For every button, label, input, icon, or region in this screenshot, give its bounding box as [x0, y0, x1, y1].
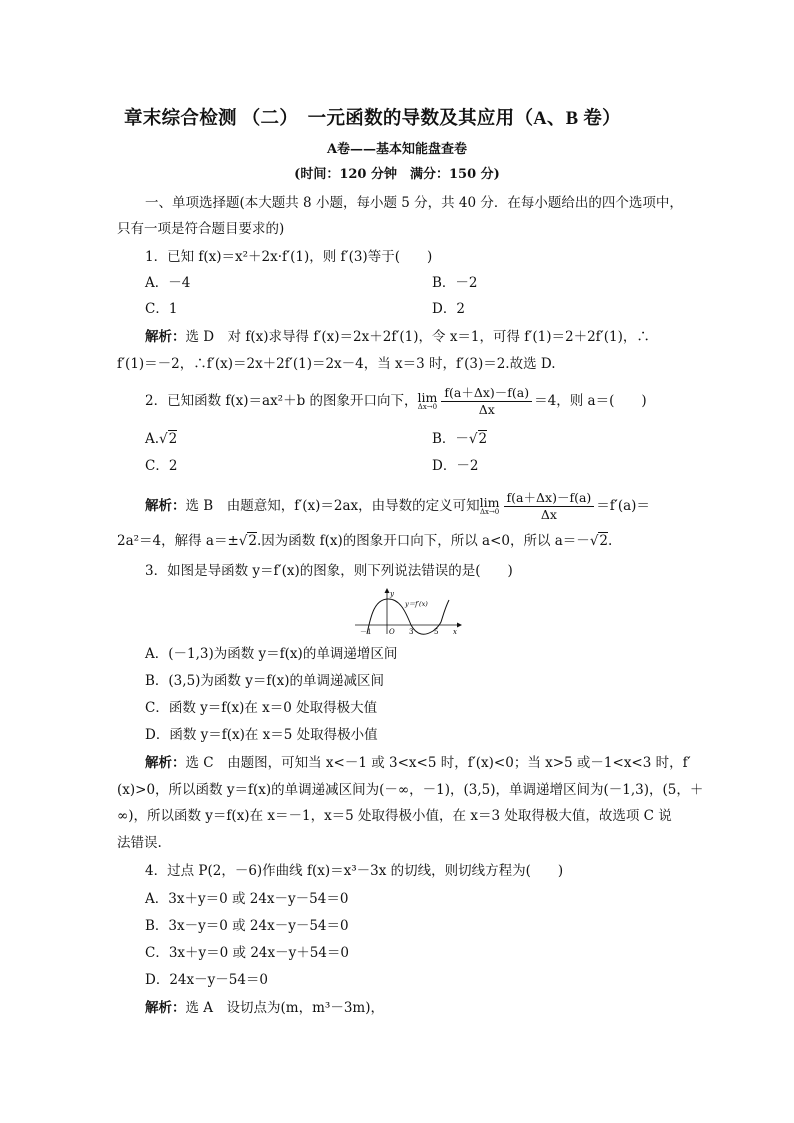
section-heading-line1: 一、单项选择题(本大题共 8 小题，每小题 5 分，共 40 分．在每小题给出的四个选项中，	[145, 195, 683, 211]
y-axis-label: y	[390, 590, 394, 598]
exam-meta: (时间：120 分钟 满分：150 分)	[294, 167, 500, 182]
section-heading-line2: 只有一项是符合题目要求的)	[117, 221, 285, 237]
q4-solution-line1: 解析：选 A 设切点为(m，m³－3m)，	[145, 1000, 384, 1016]
q2-option-a: A.√2	[145, 431, 178, 447]
q4-option-b: B．3x－y＝0 或 24x－y－54＝0	[145, 918, 349, 934]
difference-quotient: $\frac{f(a+\Delta x)-f(a)}{\Delta x}$	[441, 385, 532, 418]
q1-stem: 1．已知 f(x)＝x²＋2x·f′(1)，则 f′(3)等于( )	[145, 249, 433, 265]
q1-option-c: C．1	[145, 301, 178, 317]
subtitle: A卷——基本知能盘查卷	[326, 142, 468, 157]
limit-symbol: lim Δx→0	[417, 390, 438, 411]
difference-quotient: $\frac{f(a+\Delta x)-f(a)}{\Delta x}$	[504, 490, 595, 523]
q3-stem: 3．如图是导函数 y＝f′(x)的图象，则下列说法错误的是( )	[145, 563, 513, 579]
x-axis-label: x	[453, 628, 457, 636]
curve-label: y＝f′(x)	[405, 600, 428, 608]
q2-option-b: B．－√2	[432, 431, 488, 447]
q1-option-d: D．2	[432, 301, 465, 317]
q1-option-b: B．－2	[432, 275, 478, 291]
q2-option-c: C．2	[145, 458, 178, 474]
q1-option-a: A．－4	[145, 275, 191, 291]
limit-symbol: lim Δx→0	[479, 495, 500, 516]
tick-neg1: －1	[360, 628, 372, 636]
q3-solution-line4: 法错误.	[117, 835, 162, 851]
q3-option-d: D．函数 y＝f(x)在 x＝5 处取得极小值	[145, 727, 378, 743]
derivative-graph	[355, 586, 465, 638]
q4-option-c: C．3x＋y＝0 或 24x－y＋54＝0	[145, 945, 350, 961]
q1-solution-label: 解析：	[145, 329, 186, 345]
q2-solution-label: 解析：	[145, 498, 186, 514]
q2-option-d: D．－2	[432, 458, 479, 474]
y-axis-arrow	[385, 588, 390, 593]
origin-label: O	[389, 628, 395, 636]
tick-3: 3	[409, 628, 414, 636]
q2-solution-line1: 解析：选 B 由题意知，f′(x)＝2ax，由导数的定义可知lim Δx→0 $\frac{f(a+\Delta x)-f(a)}{\Delta x}$ ＝f′(a)＝	[145, 490, 650, 522]
x-axis-arrow	[457, 623, 462, 628]
q3-option-b: B．(3,5)为函数 y＝f(x)的单调递减区间	[145, 673, 384, 689]
q1-solution-line1: 解析：选 D 对 f(x)求导得 f′(x)＝2x＋2f′(1)，令 x＝1，可得 f′(1)＝2＋2f′(1)，∴	[145, 329, 650, 345]
page-title: 章末综合检测 （二） 一元函数的导数及其应用（A、B 卷）	[124, 109, 621, 129]
q3-solution-line2: (x)>0，所以函数 y＝f(x)的单调递减区间为(－∞，－1)，(3,5)，单调递增区间为(－1,3)，(5，＋	[117, 782, 704, 798]
q4-solution-label: 解析：	[145, 1000, 186, 1016]
q4-option-d: D．24x－y－54＝0	[145, 972, 269, 988]
q4-option-a: A．3x＋y＝0 或 24x－y－54＝0	[145, 891, 349, 907]
q2-stem: 2．已知函数 f(x)＝ax²＋b 的图象开口向下，lim Δx→0 $\frac{f(a+\Delta x)-f(a)}{\Delta x}$ ＝4，则 a＝( )	[145, 385, 647, 417]
q3-option-a: A．(－1,3)为函数 y＝f(x)的单调递增区间	[145, 646, 398, 662]
q3-solution-line3: ∞)，所以函数 y＝f(x)在 x＝－1，x＝5 处取得极小值，在 x＝3 处取得极大值，故选项 C 说	[117, 808, 672, 824]
q3-option-c: C．函数 y＝f(x)在 x＝0 处取得极大值	[145, 700, 378, 716]
tick-5: 5	[434, 628, 439, 636]
q3-solution-label: 解析：	[145, 755, 186, 771]
q1-solution-line2: f′(1)＝－2，∴f′(x)＝2x＋2f′(1)＝2x－4，当 x＝3 时，f′(3)＝2.故选 D.	[117, 356, 556, 372]
q4-stem: 4．过点 P(2，－6)作曲线 f(x)＝x³－3x 的切线，则切线方程为( )	[145, 863, 564, 879]
q3-solution-line1: 解析：选 C 由题图，可知当 x<－1 或 3<x<5 时，f′(x)<0；当 x>5 或－1<x<3 时，f′	[145, 755, 691, 771]
q2-solution-line2: 2a²＝4，解得 a＝±√2.因为函数 f(x)的图象开口向下，所以 a<0，所以 a＝－√2.	[117, 533, 613, 549]
